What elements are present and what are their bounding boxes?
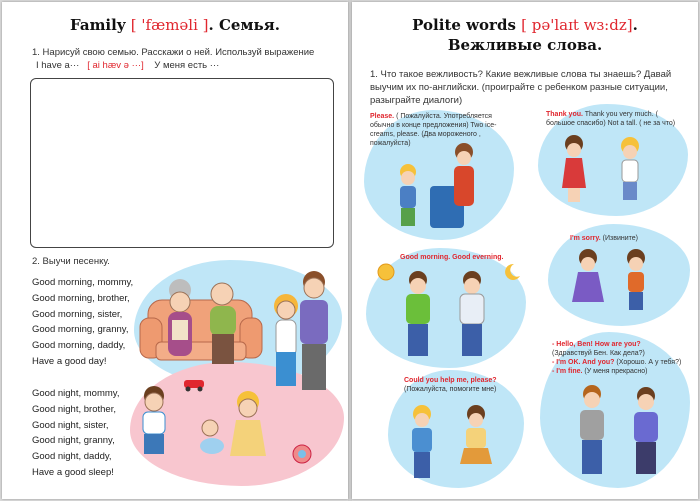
song-line: Good night, sister, xyxy=(32,419,109,431)
left-page xyxy=(2,2,348,499)
title-ipa: [ pə'laɪt wɜ:dz] xyxy=(521,16,633,34)
title-ru: . Семья. xyxy=(208,16,280,34)
good-morning-scene xyxy=(374,260,524,368)
help-text: Could you help me, please? (Пожалуйста, помогите мне) xyxy=(404,377,497,393)
song-morning xyxy=(32,275,133,370)
task1-line2: I have a··· [ ai hæv ə ···] У меня есть ··· xyxy=(36,60,220,71)
sofa-icon xyxy=(140,300,262,360)
family-illustration xyxy=(132,260,344,490)
song-line: Have a good day! xyxy=(32,355,107,367)
moon-icon xyxy=(505,264,520,280)
title-word: Family xyxy=(70,16,126,34)
thank-you-scene xyxy=(562,134,662,214)
boy-figure xyxy=(143,386,165,454)
thank-you-text: Thank you. Thank you very much. ( большое спасибо) Not a tall. ( не за что) xyxy=(546,111,676,127)
toy-car-icon xyxy=(184,380,204,392)
song-line: Have a good sleep! xyxy=(32,466,114,478)
song-line: Good morning, daddy, xyxy=(32,340,126,352)
song-line: Good morning, brother, xyxy=(32,292,130,304)
please-text: Please. ( Пожалуйста. Употребляется обычно в конце предложения) Two ice-creams, please. (Два мороженого , пожалуйста) xyxy=(370,113,497,147)
polite-words-subtitle: Вежливые слова. xyxy=(447,36,603,54)
baby-figure xyxy=(200,420,224,454)
grandma-figure xyxy=(168,279,192,356)
title-ipa: [ 'fæməli ] xyxy=(130,16,209,34)
task1-line1: 1. Нарисуй свою семью. Расскажи о ней. Используй выражение xyxy=(32,47,315,58)
polite-words-title: Polite words [ pə'laɪt wɜ:dz]. xyxy=(412,16,638,34)
sorry-scene xyxy=(574,250,674,326)
song-line: Good night, granny, xyxy=(32,435,115,447)
please-scene xyxy=(392,144,502,239)
grandpa-figure xyxy=(210,283,236,364)
sun-icon xyxy=(378,264,394,280)
dad-figure xyxy=(300,271,328,390)
song-line: Good morning, sister, xyxy=(32,308,123,320)
drawing-area[interactable] xyxy=(30,78,334,248)
song-line: Good morning, mommy, xyxy=(32,277,134,288)
right-page xyxy=(352,2,698,499)
hello-text: - Hello, Ben! How are you? (Здравствуй Бен. Как дела?) - I'm OK. And you? (Хорошо. А у тебя?) - I'm fine. (У меня прекрасно) xyxy=(552,341,682,375)
task1-text: 1. Что такое вежливость? Какие вежливые слова ты знаешь? Давай выучим их по-английски. (проиграйте с ребенком разные ситуации, разыграйте диалоги) xyxy=(370,69,672,106)
help-scene xyxy=(404,402,514,488)
girl-figure xyxy=(230,391,266,456)
ball-icon xyxy=(293,445,311,463)
song-line: Good morning, granny, xyxy=(32,324,129,336)
mom-figure xyxy=(274,294,298,386)
song-line: Good night, mommy, xyxy=(32,388,120,399)
sorry-text: I'm sorry. (Извините) xyxy=(570,235,638,242)
good-morning-text: Good morning. Good everning. xyxy=(400,254,504,261)
song-line: Good night, daddy, xyxy=(32,451,112,463)
task2-text: 2. Выучи песенку. xyxy=(32,256,110,267)
hello-scene xyxy=(574,384,674,484)
task1-text xyxy=(32,46,342,72)
family-title xyxy=(2,16,348,35)
song-night xyxy=(32,386,119,481)
song-line: Good night, brother, xyxy=(32,403,116,415)
task1-ipa: [ ai hæv ə ···] xyxy=(87,60,144,71)
